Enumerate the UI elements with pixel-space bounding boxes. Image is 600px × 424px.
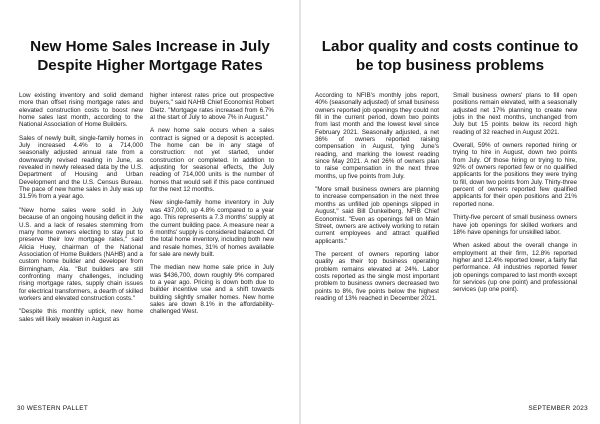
right-page — [300, 0, 600, 424]
paragraph: The percent of owners reporting labor quality as their top business operating problem remains elevated at 24%. Labor costs reported as the single most important problem to business owners decreased two points to 8%, five points below the highest reading of 13% reached in December 2021. — [315, 250, 439, 302]
paragraph: New single-family home inventory in July was 437,000, up 4.8% compared to a year ago. This represents a 7.3 months' supply at the current building pace. A measure near a 6 months' supply is considered balanced. Of the total home inventory, including both new and resale homes, 31% of homes available for sale are newly built. — [150, 199, 274, 258]
paragraph: "Despite this monthly uptick, new home sales will likely weaken in August as — [19, 308, 143, 323]
left-column-1 — [19, 92, 143, 329]
right-headline: Labor quality and costs continue to be top business problems — [321, 38, 579, 74]
paragraph: Small business owners' plans to fill open positions remain elevated, with a seasonally adjusted net 17% planning to create new jobs in the next months, unchanged from July but 15 points below its record high reading of 32 reached in August 2021. — [453, 92, 577, 136]
left-headline: New Home Sales Increase in July Despite Higher Mortgage Rates — [30, 38, 270, 74]
paragraph: Low existing inventory and solid demand more than offset rising mortgage rates and elevated construction costs to boost new home sales last month, according to the National Association of Home Builders. — [19, 92, 143, 129]
paragraph: Overall, 59% of owners reported hiring or trying to hire in August, down two points from July. Of those hiring or trying to hire, 92% of owners reported few or no qualified applicants for the positions they were trying to fill, down two points from July. Thirty-three percent of owners reported few qualified applicants for their open positions and 21% reported none. — [453, 142, 578, 208]
paragraph: According to NFIB's monthly jobs report, 40% (seasonally adjusted) of small business owners reported job openings they could not fill in the current period, down two points from last month and the lowest level since February 2021. Seasonally adjusted, a net 36% of owners reported raising compensation in August, tying June's reading, and marking the lowest reading since May 2021. A net 26% of owners plan to raise compensation in the next three months, up five points from July. — [315, 92, 439, 180]
paragraph: "More small business owners are planning to increase compensation in the next three months as unfilled job openings slipped in August," said Bill Dunkelberg, NFIB Chief Economist. "Even as openings fell on Main Street, owners are actively working to retain current employees and attract qualified applicants." — [315, 186, 439, 245]
paragraph: A new home sale occurs when a sales contract is signed or a deposit is accepted. The home can be in any stage of construction: not yet started, under construction or completed. In addition to adjusting for seasonal effects, the July reading of 714,000 units is the number of homes that would sell if this pace continued for the next 12 months. — [150, 127, 274, 194]
right-column-1 — [315, 92, 439, 308]
paragraph: Sales of newly built, single-family homes in July increased 4.4% to a 714,000 seasonally adjusted annual rate from a downwardly revised reading in June, as revealed in newly released data by the U.S. Department of Housing and Urban Development and the U.S. Census Bureau. The pace of new home sales in July was up 31.5% from a year ago. — [19, 134, 143, 201]
right-column-2 — [453, 92, 577, 300]
paragraph: Thirty-five percent of small business owners have job openings for skilled workers and 18% have openings for unskilled labor. — [453, 214, 577, 236]
left-column-2 — [150, 92, 274, 322]
paragraph: higher interest rates price out prospective buyers," said NAHB Chief Economist Robert Dietz. "Mortgage rates increased from 6.7% at the start of July to above 7% in August." — [150, 92, 274, 122]
paragraph: "New home sales were solid in July because of an ongoing housing deficit in the U.S. and a lack of resales stemming from many home owners electing to stay put to preserve their low mortgage rates," said Alicia Huey, chairman of the National Association of Home Builders (NAHB) and a custom home builder and developer from Birmingham, Ala. "But builders are still confronting many challenges, including rising mortgage rates, supply chain issues for electrical transformers, a dearth of skilled workers and elevated construction costs." — [19, 206, 143, 302]
page-folio: 30 WESTERN PALLET — [17, 405, 89, 412]
issue-date: SEPTEMBER 2023 — [528, 405, 588, 412]
paragraph: The median new home sale price in July was $436,700, down roughly 9% compared to a year ago. Pricing is down both due to builder incentive use and a shift towards building slightly smaller homes. New home sales are down 8.1% in the affordability-challenged West. — [150, 264, 274, 316]
paragraph: When asked about the overall change in employment at their firm, 12.8% reported higher and 12.4% reported lower, a fairly flat performance. All industries reported fewer job openings compared to last month except for services (up one point) and professional services (up one point). — [453, 242, 577, 294]
